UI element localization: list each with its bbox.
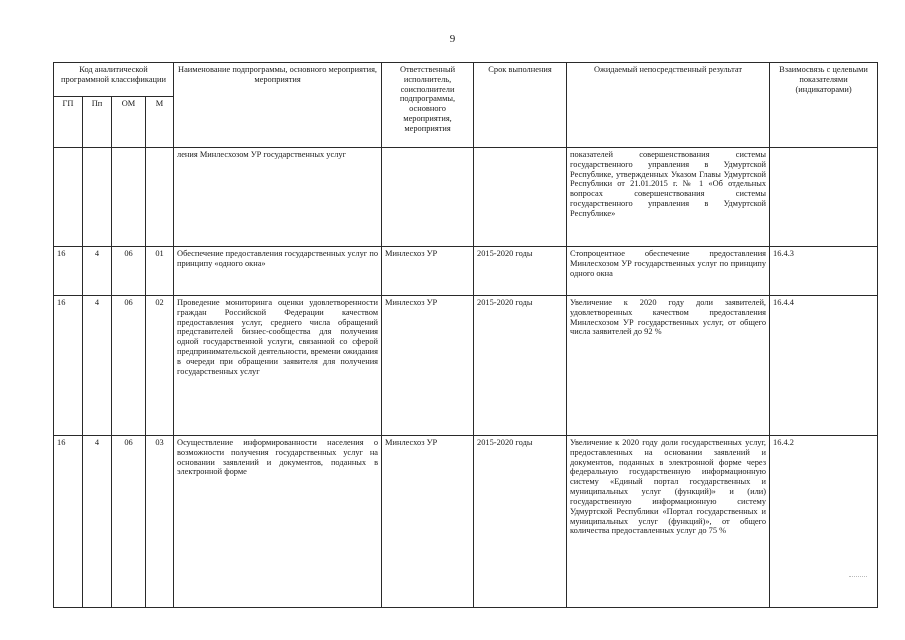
cell-pp: 4	[83, 436, 112, 608]
cell-m: 02	[146, 296, 174, 436]
header-gp: ГП	[54, 97, 83, 148]
table-row	[54, 247, 878, 296]
cell-om: 06	[112, 436, 146, 608]
header-name: Наименование подпрограммы, основного мероприятия, мероприятия	[174, 63, 382, 148]
scan-speck	[849, 576, 867, 583]
header-link: Взаимосвязь с целевыми показателями (индикаторами)	[770, 63, 878, 148]
cell-name: Обеспечение предоставления государственных услуг по принципу «одного окна»	[174, 247, 382, 296]
cell-gp: 16	[54, 247, 83, 296]
header-m: М	[146, 97, 174, 148]
cell-gp: 16	[54, 436, 83, 608]
header-om: ОМ	[112, 97, 146, 148]
cell-result: Увеличение к 2020 году доли государственных услуг, предоставленных на основании заявлений и документов, поданных в электронной форме через федеральную государственную информационную систему «Единый портал государственных и муниципальных услуг (функций)» и (или) государственную информационную систему Удмуртской Республики «Портал государственных и муниципальных услуг (функций)», от общего количества предоставленных услуг до 75 %	[567, 436, 770, 608]
cell-name: Проведение мониторинга оценки удовлетворенности граждан Российской Федерации качеством предоставления услуг, среднего числа обращений представителей бизнес-сообщества для получения одной государственной услуги, связанной со сферой предпринимательской деятельности, времени ожидания в очереди при обращении заявителя для получения государственных услуг	[174, 296, 382, 436]
cell-responsible: Минлесхоз УР	[382, 436, 474, 608]
cell-om	[112, 148, 146, 247]
header-result: Ожидаемый непосредственный результат	[567, 63, 770, 148]
cell-result: Увеличение к 2020 году доли заявителей, удовлетворенных качеством предоставления Минлесхозом УР государственных услуг, от общего числа заявителей до 92 %	[567, 296, 770, 436]
cell-om: 06	[112, 247, 146, 296]
header-pp: Пп	[83, 97, 112, 148]
cell-term: 2015-2020 годы	[474, 247, 567, 296]
cell-pp: 4	[83, 296, 112, 436]
cell-pp	[83, 148, 112, 247]
cell-responsible: Минлесхоз УР	[382, 296, 474, 436]
table-row	[54, 436, 878, 608]
cell-om: 06	[112, 296, 146, 436]
cell-gp	[54, 148, 83, 247]
cell-name: Осуществление информированности населения о возможности получения государственных услуг на основании заявлений и документов, поданных в электронной форме	[174, 436, 382, 608]
cell-pp: 4	[83, 247, 112, 296]
cell-responsible: Минлесхоз УР	[382, 247, 474, 296]
cell-gp: 16	[54, 296, 83, 436]
header-code-group: Код аналитической программной классификации	[54, 63, 174, 97]
header-responsible: Ответственный исполнитель, соисполнители подпрограммы, основного мероприятия, мероприятия	[382, 63, 474, 148]
cell-link: 16.4.2	[770, 436, 878, 608]
cell-term	[474, 148, 567, 247]
program-activities-table	[53, 62, 878, 608]
table-row	[54, 148, 878, 247]
header-term: Срок выполнения	[474, 63, 567, 148]
cell-result: Стопроцентное обеспечение предоставления Минлесхозом УР государственных услуг по принципу одного окна	[567, 247, 770, 296]
cell-m: 03	[146, 436, 174, 608]
cell-result: показателей совершенствования системы государственного управления в Удмуртской Республике, утвержденных Указом Главы Удмуртской Республики от 21.01.2015 г. № 1 «Об отдельных вопросах совершенствования системы государственного управления в Удмуртской Республике»	[567, 148, 770, 247]
cell-name: ления Минлесхозом УР государственных услуг	[174, 148, 382, 247]
cell-term: 2015-2020 годы	[474, 296, 567, 436]
page-number: 9	[449, 33, 456, 45]
cell-link	[770, 148, 878, 247]
cell-m: 01	[146, 247, 174, 296]
table-row	[54, 296, 878, 436]
cell-responsible	[382, 148, 474, 247]
cell-m	[146, 148, 174, 247]
cell-term: 2015-2020 годы	[474, 436, 567, 608]
cell-link: 16.4.3	[770, 247, 878, 296]
cell-link: 16.4.4	[770, 296, 878, 436]
